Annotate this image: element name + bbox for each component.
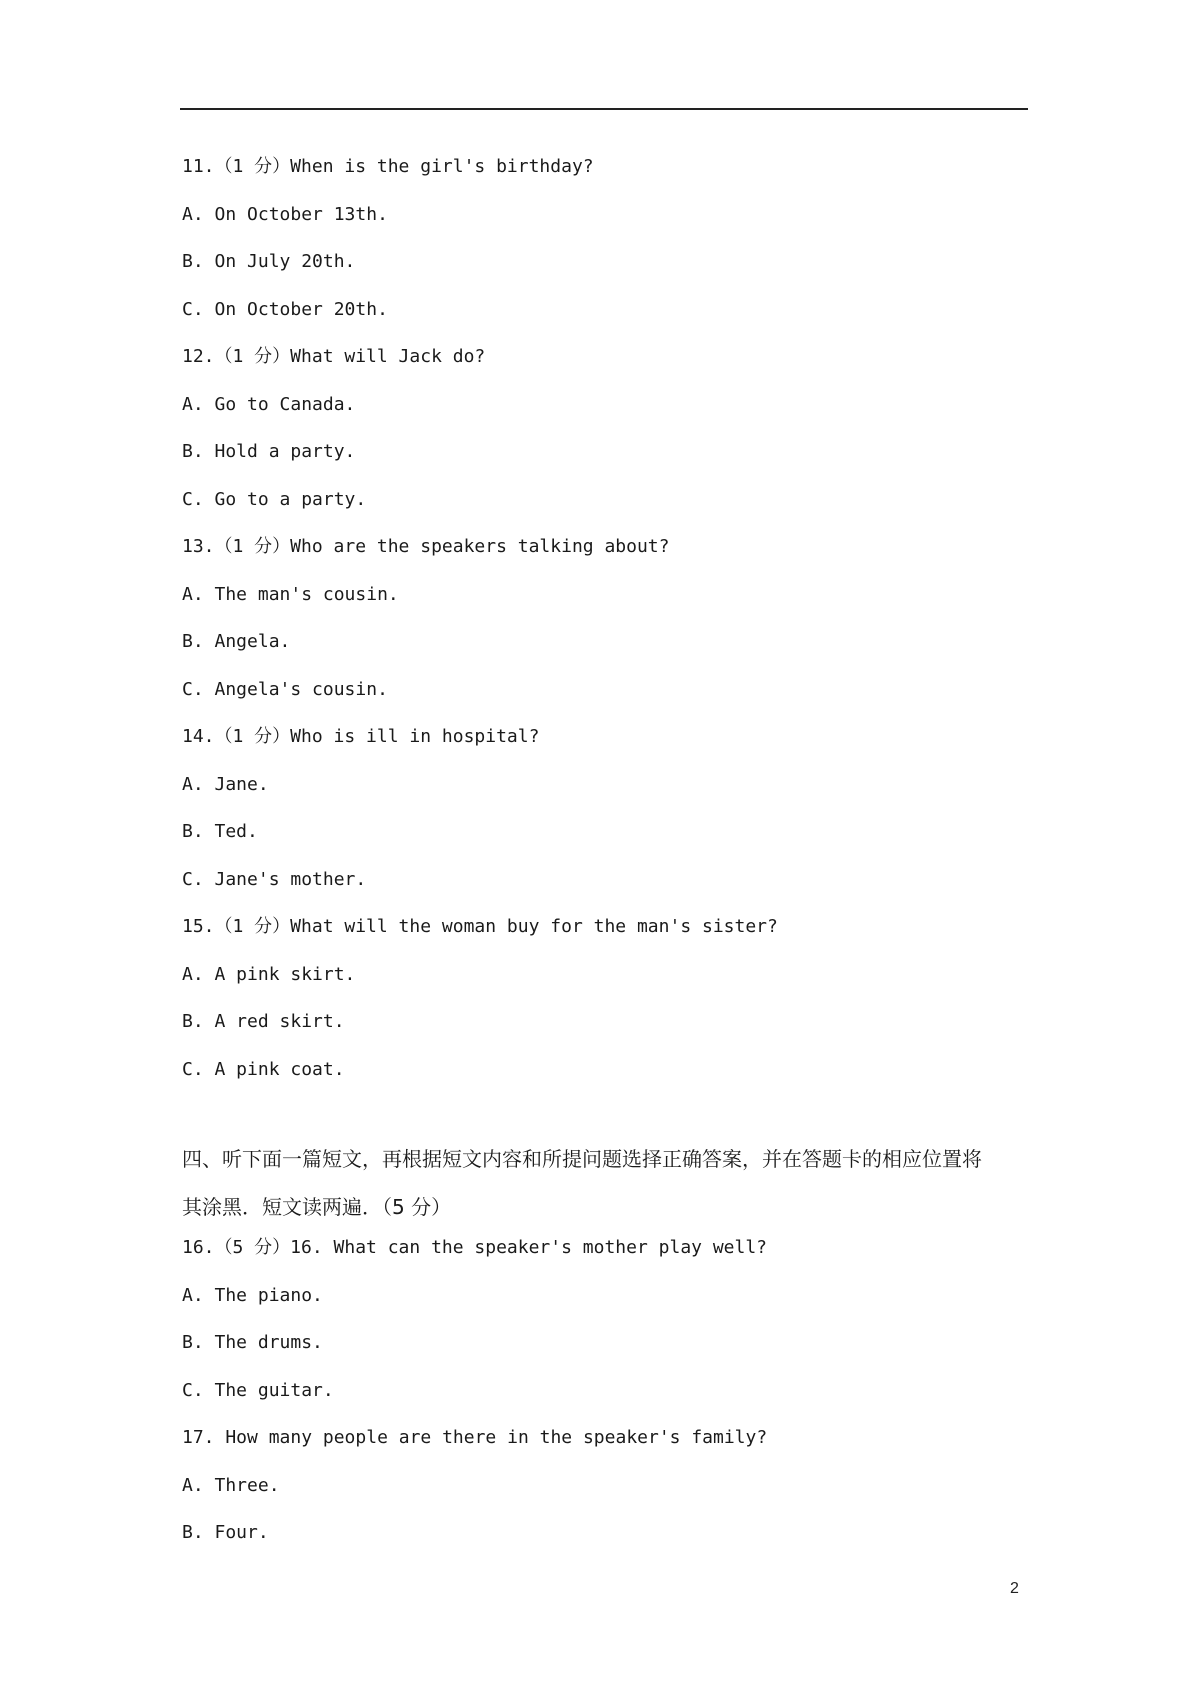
answer-option: C. The guitar. — [182, 1379, 334, 1401]
question-17 — [182, 1421, 1028, 1564]
answer-option: A. The man's cousin. — [182, 583, 399, 605]
question-stem: 14.（1 分）Who is ill in hospital? — [182, 726, 540, 747]
answer-option: A. Jane. — [182, 773, 269, 795]
question-group-passage — [182, 1231, 1028, 1564]
question-15 — [182, 910, 1028, 1100]
answer-option: A. Three. — [182, 1474, 280, 1496]
answer-option: C. Jane's mother. — [182, 868, 367, 890]
answer-option: B. Four. — [182, 1522, 269, 1543]
instruction-line: 四、听下面一篇短文，再根据短文内容和所提问题选择正确答案，并在答题卡的相应位置将 — [182, 1147, 982, 1171]
question-stem: 13.（1 分）Who are the speakers talking about? — [182, 536, 670, 557]
answer-option: C. Go to a party. — [182, 488, 367, 510]
answer-option: B. Angela. — [182, 631, 291, 652]
header-rule — [180, 108, 1028, 110]
answer-option: B. On July 20th. — [182, 251, 356, 272]
question-stem: 15.（1 分）What will the woman buy for the man's sister? — [182, 916, 778, 937]
answer-option: A. On October 13th. — [182, 203, 388, 225]
page-number: 2 — [1010, 1580, 1019, 1597]
question-stem: 17. How many people are there in the speaker's family? — [182, 1427, 768, 1448]
answer-option: C. On October 20th. — [182, 298, 388, 320]
question-11 — [182, 150, 1028, 340]
question-stem: 12.（1 分）What will Jack do? — [182, 346, 486, 367]
answer-option: B. Hold a party. — [182, 441, 356, 462]
answer-option: B. Ted. — [182, 821, 258, 842]
question-12 — [182, 340, 1028, 530]
answer-option: C. Angela's cousin. — [182, 678, 388, 700]
question-16 — [182, 1231, 1028, 1421]
answer-option: C. A pink coat. — [182, 1058, 345, 1080]
answer-option: B. A red skirt. — [182, 1011, 345, 1032]
answer-option: A. The piano. — [182, 1284, 323, 1306]
question-13 — [182, 530, 1028, 720]
answer-option: A. Go to Canada. — [182, 393, 356, 415]
question-14 — [182, 720, 1028, 910]
section-four-instruction — [182, 1136, 1028, 1231]
instruction-line: 其涂黑．短文读两遍．（5 分） — [182, 1194, 452, 1219]
page-content — [182, 150, 1028, 1564]
question-group-listening — [182, 150, 1028, 1100]
question-stem: 16.（5 分）16. What can the speaker's mother play well? — [182, 1237, 768, 1258]
answer-option: B. The drums. — [182, 1332, 323, 1353]
question-stem: 11.（1 分）When is the girl's birthday? — [182, 156, 594, 177]
answer-option: A. A pink skirt. — [182, 963, 356, 985]
